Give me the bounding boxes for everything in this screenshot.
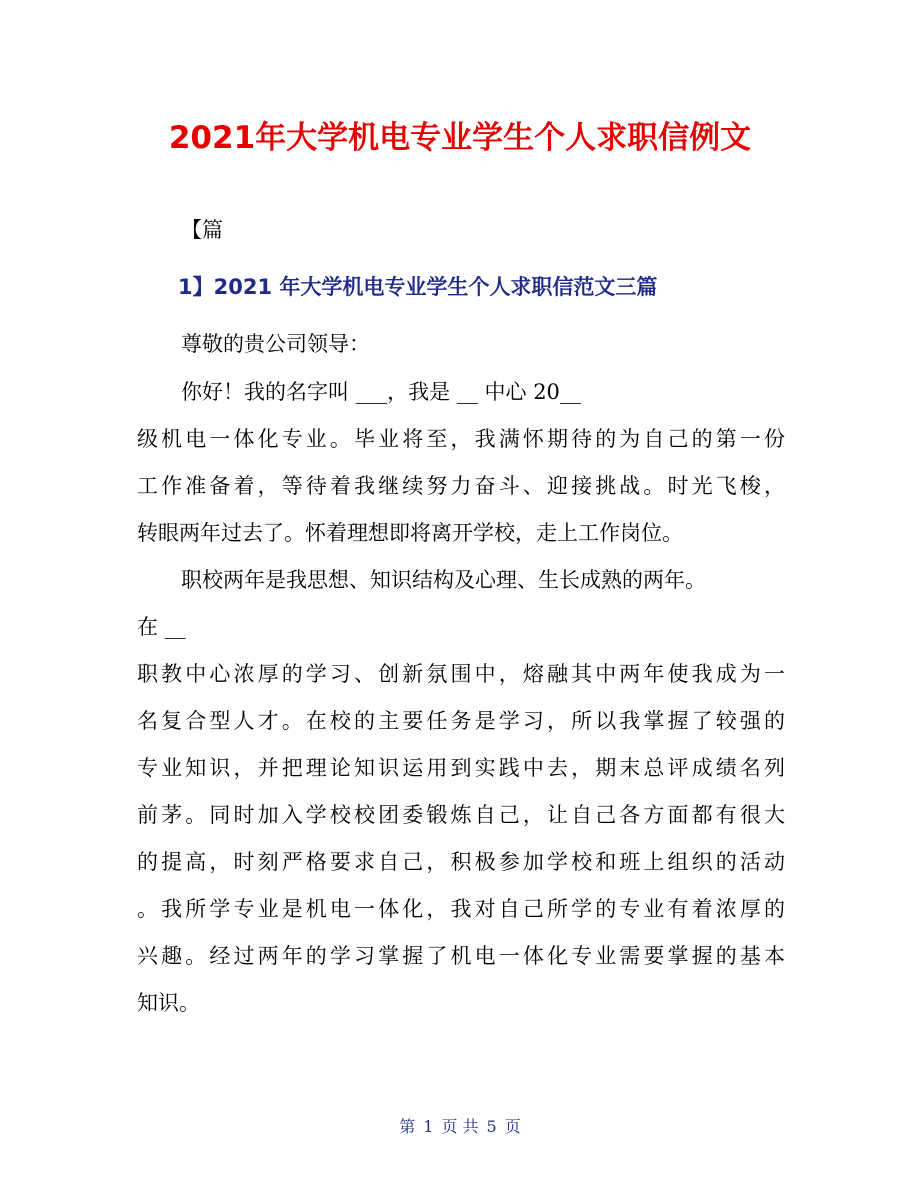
page-footer <box>0 1114 920 1137</box>
body-line: 兴趣。经过两年的学习掌握了机电一体化专业需要掌握的基本 <box>137 944 785 968</box>
footer-mid: 页 共 <box>441 1117 479 1136</box>
body-line: 知识。 <box>137 991 200 1015</box>
body-line: 工作准备着，等待着我继续努力奋斗、迎接挑战。时光飞梭， <box>137 474 785 498</box>
body-line: 专业知识，并把理论知识运用到实践中去，期末总评成绩名列 <box>137 756 785 780</box>
body-line: 级机电一体化专业。毕业将至，我满怀期待的为自己的第一份 <box>137 427 785 451</box>
body-line: 前茅。同时加入学校校团委锻炼自己，让自己各方面都有很大 <box>137 803 785 827</box>
section-title: 1】2021 年大学机电专业学生个人求职信范文三篇 <box>178 275 658 299</box>
body-line: 的提高，时刻严格要求自己，积极参加学校和班上组织的活动 <box>137 850 785 874</box>
document-title: 2021年大学机电专业学生个人求职信例文 <box>168 120 752 156</box>
footer-suffix: 页 <box>504 1117 521 1136</box>
body-line: 职教中心浓厚的学习、创新氛围中，熔融其中两年使我成为一 <box>137 662 785 686</box>
body-line: 职校两年是我思想、知识结构及心理、生长成熟的两年。 <box>181 568 706 592</box>
footer-page-number: 1 <box>423 1117 434 1136</box>
body-line: 名复合型人才。在校的主要任务是学习，所以我掌握了较强的 <box>137 709 785 733</box>
section-bracket: 【篇 <box>181 218 223 242</box>
footer-prefix: 第 <box>399 1117 416 1136</box>
greeting-line: 你好！我的名字叫 ___，我是 __ 中心 20__ <box>181 380 581 404</box>
salutation-line: 尊敬的贵公司领导： <box>181 332 370 356</box>
body-line: 。我所学专业是机电一体化，我对自己所学的专业有着浓厚的 <box>137 897 785 921</box>
footer-page-total: 5 <box>486 1117 497 1136</box>
body-line: 在 __ <box>137 615 186 639</box>
body-line: 转眼两年过去了。怀着理想即将离开学校，走上工作岗位。 <box>137 521 683 545</box>
